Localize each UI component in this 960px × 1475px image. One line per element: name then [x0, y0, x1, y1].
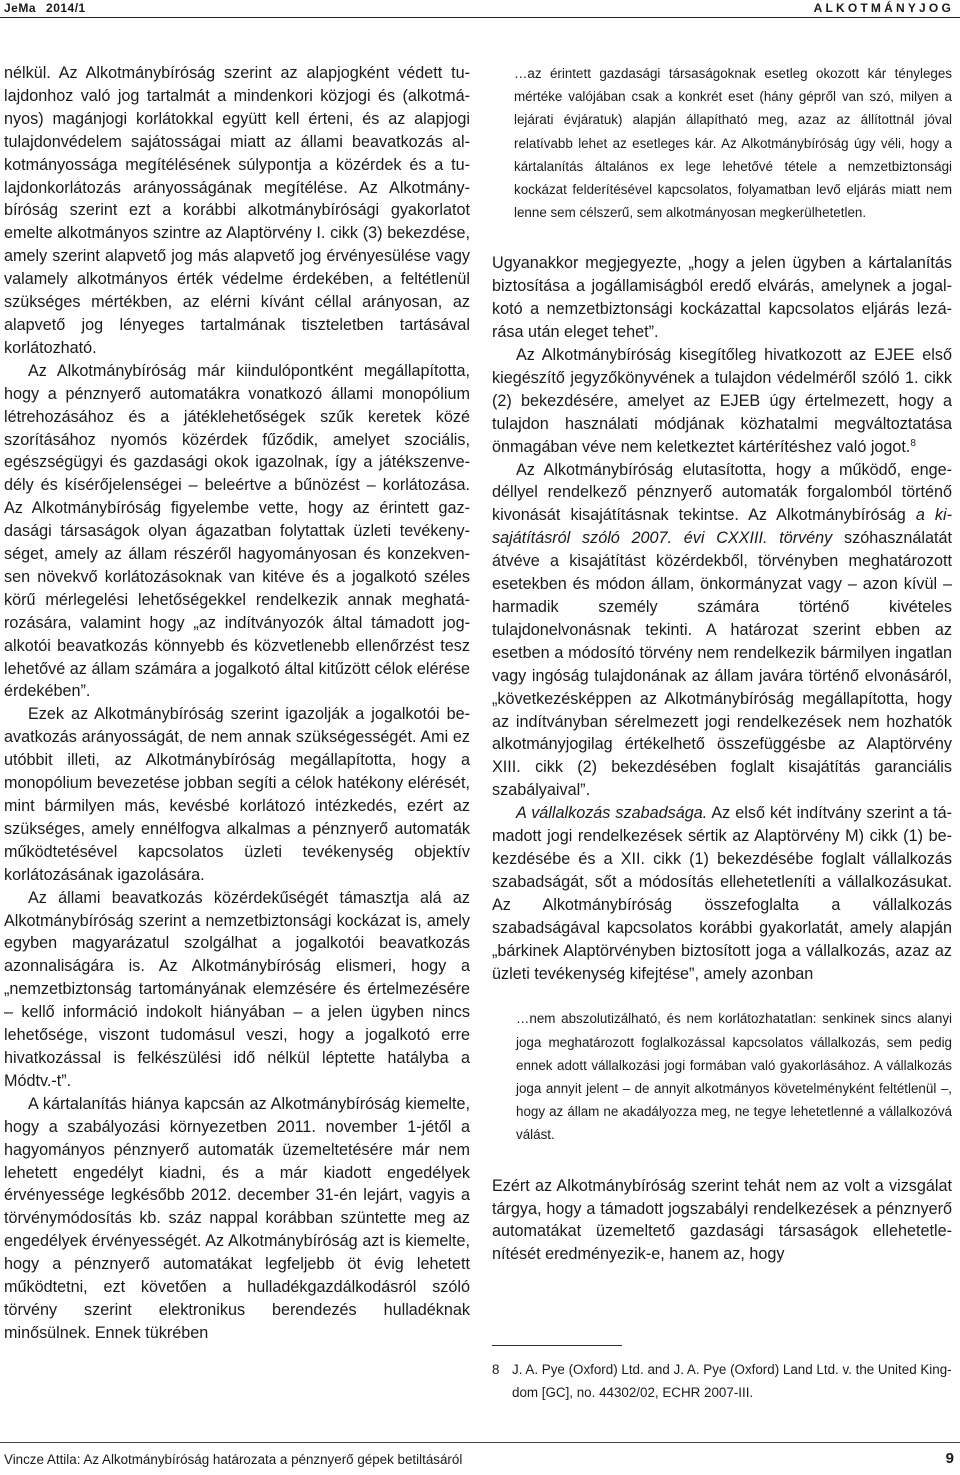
- footnote: [492, 1358, 960, 1404]
- paragraph: Ezek az Alkotmánybíróság szerint igazolják a jogalkotói beavatkozás arányosságát, de nem annak szükségességét. Ami ez utóbbit illeti, az Alkotmánybíróság megállapította, hogy a monopólium bevezetése jobban segíti a célok hatékony elérését, mint bármilyen más, kevésbé korlátozó intézkedés, ezért az szükséges, amely ennélfogva alkalmas a pénznyerő automaták működtetésével kapcsolatos üzleti tevékenység objektív korlátozásának igazolására.: [4, 705, 470, 884]
- right-column: [492, 62, 952, 1266]
- paragraph: Ezért az Alkotmánybíróság szerint tehát nem az volt a vizsgálat tárgya, hogy a támadott jogszabályi rendelkezések a pénznyerő automatákat üzemeltető gazdasági társaságok ellehetetlenítését eredményezik-e, hanem az, hogy: [492, 1176, 952, 1264]
- footnote-number: 8: [492, 1362, 500, 1377]
- footer-article-title: Vincze Attila: Az Alkotmánybíróság határozata a pénznyerő gépek betiltásáról: [4, 1452, 463, 1467]
- issue-number: 2014/1: [46, 1, 86, 15]
- paragraph: [492, 344, 952, 459]
- subheading: A vállalkozás szabadsága.: [516, 804, 708, 823]
- paragraph-text: Az első két indítvány szerint a támadott jogi rendelkezések sértik az Alaptörvény M) cikk (1) bekezdésébe és a XII. cikk (1) bekezdésébe foglalt vállalkozás szabadságát, sőt a módosítás ellehetetleníti a vállalkozásukat. Az Alkotmánybíróság összefoglalta a vállalkozás szabadságával kapcsolatos korábbi gyakorlatát, amely alapján „bárkinek Alaptörvényben biztosított joga a vállalkozás, azaz az üzleti tevékenység kifejtése”, amely azonban: [492, 804, 952, 983]
- footnote-reference[interactable]: 8: [910, 437, 916, 449]
- left-column: [4, 62, 470, 1345]
- quote-text: …nem abszolutizálható, és nem korlátozhatatlan: senkinek sincs alanyi joga meghatározott foglalkozással kapcsolatos vállalkozás, sem pedig ennek adott vállalkozási jogi formában való gyakorlásához. A vállalkozás joga annyit jelent – de annyit alkotmányos követelményként feltétlenül –, hogy az állam ne akadályozza meg, ne tegye lehetetlenné a vállalkozóvá válást.: [516, 1011, 952, 1143]
- quote-text: …az érintett gazdasági társaságoknak esetleg okozott kár tényleges mértéke valójában csak a konkrét eset (hány gépről van szó, milyen a lejárati évjáratuk) alapján állapítható meg, azaz az állítottnál jóval relatívabb lehet az esetleges kár. Az Alkotmánybíróság úgy véli, hogy a kártalanítás általános ex lege lehetővé tétele a nemzetbiztonsági kockázat felderítésével kapcsolatos, folyamatban levő eljárás miatt nem lenne sem célszerű, sem alkotmányosan megkerülhetetlen.: [514, 66, 952, 221]
- paragraph: [492, 459, 952, 803]
- paragraph-text: Az Alkotmánybíróság elutasította, hogy a működő, engedéllyel rendelkező pénznyerő automaták forgalomból történő kivonását kisajátításnak tekintse. Az Alkotmánybíróság: [492, 460, 952, 525]
- section-title: ALKOTMÁNYJOG: [813, 1, 954, 15]
- running-header: [0, 0, 960, 18]
- paragraph: Ugyanakkor megjegyezte, „hogy a jelen ügyben a kártalanítás biztosítása a jogállamiságból eredő elvárás, amelynek a jogalkotó a nemzetbiztonsági kockázattal kapcsolatos eljárás lezárása után eleget tehet”.: [492, 254, 952, 342]
- footer-divider: [0, 1442, 960, 1443]
- footnote-divider: [492, 1345, 622, 1346]
- block-quote: [492, 1007, 952, 1146]
- paragraph-text: szóhasználatát átvéve a kisajátítást közérdekből, törvényben meghatározott esetekben és módon állam, önkormányzat vagy – azon kívül – harmadik személy számára történő kivételes tulajdonelvonásnak tekinti. A határozat szerint ebben az esetben a módosító törvény nem rendelkezik bármilyen ingatlan vagy ingóság tulajdonának az állam javára történő elvonásáról, „következésképpen az Alkotmánybíróság megállapította, hogy az indítványban sérelmezett jogi rendelkezések nem hozhatók alkotmányjogilag értékelhető összefüggésbe az Alaptörvény XIII. cikk (2) bekezdésében foglalt kisajátítás garanciális szabályaival”.: [492, 529, 952, 800]
- paragraph: [492, 802, 952, 985]
- journal-issue: [4, 1, 86, 16]
- paragraph: nélkül. Az Alkotmánybíróság szerint az alapjogként védett tulajdonhoz való jog tartalmát a mindenkori közjogi és (alkotmányos) magánjogi korlátokkal együtt kell érteni, és az alapjogi tulajdonvédelem sajátosságai miatt az állami beavatkozás alkotmányossága megítélésének súlypontja a közérdek és a tulajdonkorlátozás arányosságának megítélése. Az Alkotmánybíróság szerint ezt a korábbi alkotmánybírósági gyakorlatot emelte alkotmányos szintre az Alaptörvény I. cikk (3) bekezdése, amely szerint alapvető jog más alapvető jog érvényesülése vagy valamely alkotmányos érték védelme érdekében, a feltétlenül szükséges mértékben, az elérni kívánt céllal arányosan, az alapvető jog lényeges tartalmának tiszteletben tartásával korlátozható.: [4, 64, 470, 357]
- paragraph: A kártalanítás hiánya kapcsán az Alkotmánybíróság kiemelte, hogy a szabályozási környezetben 2011. november 1-jétől a hagyományos pénznyerő automaták üzemeltetésére már nem lehetett engedélyt kiadni, és a már kiadott engedélyek érvényessége legkésőbb 2012. december 31-én lejárt, vagyis a törvénymódosítás kb. száz nappal korábban szüntette meg az engedélyek érvényességét. Az Alkotmánybíróság azt is kiemelte, hogy a pénznyerő automatákat legfeljebb öt évig lehetett működtetni, ezt követően a hulladékgazdálkodásról szóló törvény szerint elektronikus berendezés hulladéknak minősülnek. Ennek tükrében: [4, 1094, 470, 1342]
- paragraph: Az állami beavatkozás közérdekűségét támasztja alá az Alkotmánybíróság szerint a nemzetbiztonsági kockázat is, amely egyben magyarázatul szolgálhat a jogalkotói beavatkozás azonnaliságára is. Az Alkotmánybíróság elismeri, hogy a „nemzetbiztonság tartományának elemzésére és értelmezésére – kellő információ indokolt hiányában – a jelen ügyben nincs lehetősége, viszont tudomásul veszi, hogy a jogalkotó erre hivatkozással is felkészülési idő nélkül léptette hatályba a Módtv.-t”.: [4, 888, 470, 1090]
- paragraph: Az Alkotmánybíróság már kiindulópontként megállapította, hogy a pénznyerő automatákra vonatkozó állami monopólium létrehozásához és a játéklehetőségek szűk keretek közé szorításához nyomós közérdek fűződik, amelyet szociális, egészségügyi és gazdasági okok igazolnak, így a játékszenvedély és kísérőjelenségei – beleértve a bűnözést – korlátozása. Az Alkotmánybíróság figyelembe vette, hogy az érintett gazdasági társaságok olyan ágazatban folytattak üzleti tevékenységet, amely az állam részéről hagyományosan és konzekvensen növekvő korlátozásoknak van kitéve és a jogalkotó széles körű mérlegelési lehetőségekkel rendelkezik annak meghatározására, valamint hogy „az indítványozók által támadott jogalkotói beavatkozás könnyebb és közvetlenebb ellenőrzést tesz lehetővé az állam számára a jogalkotó által kitűzött célok elérése érdekében”.: [4, 361, 470, 701]
- law-title: a kisajátításról szóló 2007. évi CXXIII. törvény: [492, 506, 952, 548]
- page-number: 9: [945, 1450, 954, 1467]
- paragraph-text: Az Alkotmánybíróság kisegítőleg hivatkozott az EJEE első kiegészítő jegyzőkönyvének a tulajdon védelméről szóló 1. cikk (2) bekezdésére, amelyet az EJEB úgy értelmezett, hogy a tulajdon használati módjának közhatalmi megváltoztatása önmagában véve nem keletkeztet kártérítéshez való jogot.: [492, 346, 952, 456]
- footnote-text: J. A. Pye (Oxford) Ltd. and J. A. Pye (Oxford) Land Ltd. v. the United Kingdom [GC], no. 44302/02, ECHR 2007-III.: [512, 1362, 952, 1400]
- journal-name: JeMa: [4, 1, 37, 15]
- block-quote: [492, 62, 952, 224]
